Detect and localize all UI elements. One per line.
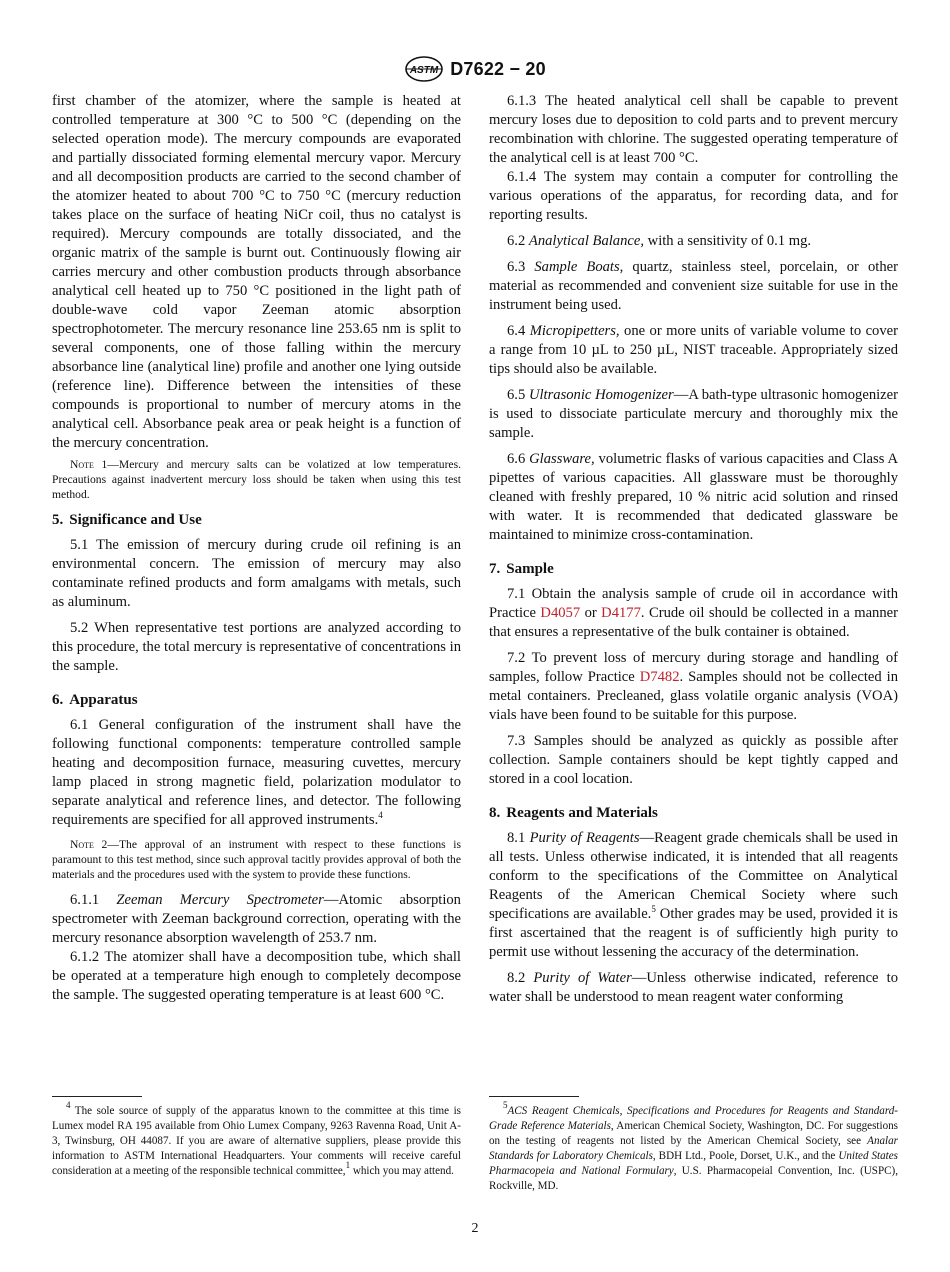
paragraph-6-1 (52, 716, 461, 830)
footnote-divider (52, 1096, 142, 1097)
footnote-ref[interactable]: 1 (345, 1160, 351, 1170)
section-heading-8 (489, 804, 898, 823)
section-title: Reagents and Materials (506, 805, 658, 821)
standard-link-d4057[interactable]: D4057 (540, 605, 581, 621)
paragraph-number: 8.1 (507, 830, 526, 846)
paragraph-number: 6.6 (507, 451, 526, 467)
paragraph-7-2 (489, 649, 898, 725)
publication-title: ACS Reagent Chemicals, Specifications and Procedures for Reagents and Standard-Grade Reference Materials (489, 1105, 898, 1132)
paragraph-text: —Reagent grade chemicals shall be used in all tests. Unless otherwise indicated, it is intended that all reagents conform to the specifications of the Committee on Analytical Reagents of the American Chemical Society where such specifications are available. (489, 830, 898, 922)
section-number: 5. (52, 512, 64, 528)
note-2 (52, 837, 461, 882)
paragraph-6-3 (489, 258, 898, 315)
paragraph-text: volumetric flasks of various capacities and Class A pipettes of various capacities. All glassware must be thoroughly cleaned with freshly prepared, 10 % nitric acid solution and rinsed with water. It is recommended that dedicated glassware be maintained to minimize cross-contamination. (489, 451, 898, 543)
footnote-5 (489, 1100, 898, 1194)
section-heading-5 (52, 511, 461, 530)
paragraph-text: Other grades may be used, provided it is first ascertained that the reagent is of sufficiently high purity to permit use without lessening the accuracy of the determination. (489, 906, 898, 960)
paragraph-text: —Unless otherwise indicated, reference to water shall be understood to mean reagent water conforming (489, 970, 898, 1005)
publication-title: Analar Standards for Laboratory Chemicals (489, 1135, 898, 1162)
paragraph-number: 8.2 (507, 970, 526, 986)
section-number: 6. (52, 692, 64, 708)
paragraph-text: quartz, stainless steel, porcelain, or other material as recommended and convenient size suitable for use in the instrument being used. (489, 259, 898, 313)
paragraph-6-1-3: 6.1.3 The heated analytical cell shall be capable to prevent mercury loses due to deposition to cold parts and to prevent mercury recombination with chlorine. The suggested operating temperature of the analytical cell is at least 700 °C. (489, 93, 898, 166)
paragraph-text: . Crude oil should be collected in a manner that ensures a representative of the bulk container is obtained. (489, 605, 898, 640)
section-title: Sample (506, 561, 554, 577)
note-label: Note 1 (70, 458, 108, 471)
paragraph-number: 6.5 (507, 387, 526, 403)
paragraph-number: 6.1.1 (70, 892, 100, 908)
section-heading-7 (489, 560, 898, 579)
paragraph-8-2 (489, 969, 898, 1007)
footnote-text: , American Chemical Society, Washington, DC. For suggestions on the testing of reagents not listed by the American Chemical Society, see (489, 1120, 898, 1147)
defined-term: Zeeman Mercury Spectrometer (116, 892, 324, 908)
paragraph-5-1: 5.1 The emission of mercury during crude oil refining is an environmental concern. The emission of mercury may also contaminate refined products and form amalgams with metals, such as aluminum. (52, 537, 461, 610)
paragraph-text: one or more units of variable volume to cover a range from 10 µL to 250 µL, NIST traceable. Appropriately sized tips should also be available. (489, 323, 898, 377)
note-1 (52, 457, 461, 502)
note-text: —Mercury and mercury salts can be volatized at low temperatures. Precautions against inadvertent mercury loss should be taken when using this test method. (52, 458, 461, 501)
page-header (0, 54, 950, 84)
defined-term: Micropipetters, (529, 323, 620, 339)
paragraph-number: 6.3 (507, 259, 526, 275)
footnote-divider (489, 1096, 579, 1097)
section-title: Apparatus (69, 692, 138, 708)
paragraph-text: or (580, 605, 602, 621)
defined-term: Ultrasonic Homogenizer (528, 387, 674, 403)
paragraph-continued: first chamber of the atomizer, where the sample is heated at controlled temperature at 300 °C to 500 °C (depending on the selected operation mode). The mercury compounds are evaporated and partially dissociated forming elemental mercury vapor. Mercury and all decomposition products are carried to the second chamber of the atomizer heated to about 700 °C to 750 °C (mercury reduction takes place on the surface of heating NiCr coil, thus no catalyst is required). Mercury compounds are totally dissociated, and the organic matrix of the sample is burnt out. Continuously flowing air carries mercury and other combustion products through absorbance analytical cell heated up to 750 °C positioned in the light path of double-wave cold vapor Zeeman atomic absorption spectrophotometer. The mercury resonance line 253.65 nm is split to several components, one of those falling within the mercury absorbance line (analytical line) profile and another one lying outside (reference line). Difference between the intensities of these compounds is proportional to number of mercury atoms in the analytical cell. Absorbance peak area or peak height is a function of the mercury concentration. (52, 93, 461, 451)
paragraph-5-2: 5.2 When representative test portions are analyzed according to this procedure, the total mercury is representative of concentrations in the sample. (52, 620, 461, 674)
astm-logo-text: ASTM (410, 65, 439, 76)
paragraph-7-3: 7.3 Samples should be analyzed as quickly as possible after collection. Sample containers should be kept tightly capped and stored in a cool location. (489, 733, 898, 787)
footnote-ref[interactable]: 5 (651, 904, 656, 914)
note-label: Note 2 (70, 838, 108, 851)
paragraph-text: —Atomic absorption spectrometer with Zeeman background correction, operating with the mercury resonance absorption wavelength of 253.7 nm. (52, 892, 461, 946)
section-number: 8. (489, 805, 501, 821)
paragraph-6-6 (489, 450, 898, 545)
paragraph-text: —A bath-type ultrasonic homogenizer is used to dissociate particulate mercury and thoroughly mix the sample. (489, 387, 898, 441)
defined-term: Purity of Water (533, 970, 632, 986)
paragraph-number: 6.4 (507, 323, 526, 339)
footnote-number: 4 (66, 1100, 71, 1110)
paragraph-text: . Samples should not be collected in metal containers. Precleaned, glass volatile organic analysis (VOA) vials have been found to be suitable for this purpose. (489, 669, 898, 723)
footnote-text: , U.S. Pharmacopeial Convention, Inc. (USPC), Rockville, MD. (489, 1165, 898, 1192)
standard-link-d4177[interactable]: D4177 (601, 605, 641, 621)
note-text: —The approval of an instrument with respect to these functions is paramount to this test method, since such approval tacitly provides approval of both the materials and the procedures used with the system to provide these functions. (52, 838, 462, 881)
paragraph-text: 7.2 To prevent loss of mercury during storage and handling of samples, follow Practice (489, 650, 898, 685)
paragraph-7-1 (489, 585, 898, 642)
paragraph-number: 6.2 (507, 233, 526, 249)
section-title: Significance and Use (69, 512, 202, 528)
paragraph-6-1-1 (52, 891, 461, 948)
footnote-4 (52, 1100, 461, 1179)
section-number: 7. (489, 561, 501, 577)
document-designation: D7622 − 20 (450, 58, 546, 79)
astm-logo-icon (404, 55, 444, 83)
paragraph-6-1-2: 6.1.2 The atomizer shall have a decomposition tube, which shall be operated at a temperature high enough to completely decompose the sample. The suggested operating temperature is at least 600 °C. (52, 949, 461, 1003)
paragraph-6-5 (489, 386, 898, 443)
paragraph-text: with a sensitivity of 0.1 mg. (644, 233, 812, 249)
paragraph-8-1 (489, 829, 898, 962)
page-number: 2 (471, 1221, 479, 1236)
paragraph-6-2 (489, 232, 898, 251)
paragraph-text: 7.1 Obtain the analysis sample of crude oil in accordance with Practice (489, 586, 898, 621)
defined-term: Glassware, (529, 451, 595, 467)
footnote-ref[interactable]: 4 (378, 810, 383, 820)
defined-term: Sample Boats, (534, 259, 624, 275)
defined-term: Analytical Balance, (528, 233, 644, 249)
publication-title: United States Pharmacopeia and National Formulary (489, 1150, 898, 1177)
paragraph-6-4 (489, 322, 898, 379)
standard-link-d7482[interactable]: D7482 (639, 669, 680, 685)
footnote-number: 5 (503, 1100, 508, 1110)
footnote-text: The sole source of supply of the apparatus known to the committee at this time is Lumex model RA 195 available from Ohio Lumex Company, 9263 Ravenna Road, Unit A-3, Twinsburg, OH 44087. If you are aware of alternative suppliers, please provide this information to ASTM International Headquarters. Your comments will receive careful consideration at a meeting of the responsible technical committee, (52, 1105, 461, 1177)
right-column (489, 92, 898, 1007)
paragraph-text: 6.1 General configuration of the instrument shall have the following functional components: temperature controlled sample heating and decomposition furnace, measuring cuvettes, mercury lamp placed in strong magnetic field, polarization modulator to separate analytical and reference lines, and detector. The following requirements are specified for all approved instruments. (52, 717, 461, 828)
footnote-text: , BDH Ltd., Poole, Dorset, U.K., and the (652, 1150, 839, 1162)
left-column (52, 92, 461, 1005)
section-heading-6 (52, 691, 461, 710)
defined-term: Purity of Reagents (529, 830, 640, 846)
paragraph-6-1-4: 6.1.4 The system may contain a computer for controlling the various operations of the apparatus, for recording data, and for reporting results. (489, 169, 898, 223)
footnote-text: which you may attend. (350, 1165, 454, 1177)
